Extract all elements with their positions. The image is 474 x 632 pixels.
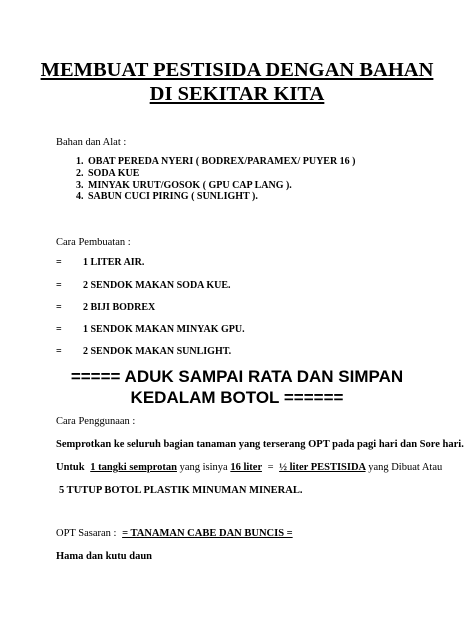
list-item: 1. OBAT PEREDA NYERI ( BODREX/PARAMEX/ PUYER 16 ): [86, 156, 466, 168]
list-item: 4. SABUN CUCI PIRING ( SUNLIGHT ).: [86, 191, 466, 203]
dose-liters: 16 liter: [230, 462, 262, 473]
dose-mid: yang isinya: [179, 462, 228, 473]
step-text: 2 SENDOK MAKAN SUNLIGHT.: [83, 346, 232, 357]
dose-eq: =: [267, 462, 274, 473]
step-text: 1 LITER AIR.: [83, 257, 145, 268]
dose-pesticide: ½ liter PESTISIDA: [279, 462, 366, 473]
target-line: [56, 527, 293, 540]
step-mark: =: [56, 280, 62, 291]
dose-line: [56, 461, 442, 474]
tools-heading: Bahan dan Alat :: [56, 137, 127, 148]
step-text: 2 BIJI BODREX: [83, 302, 156, 313]
dose-suffix: yang Dibuat Atau: [368, 462, 443, 473]
tools-list: [56, 156, 466, 203]
step-mark: =: [56, 324, 62, 335]
step-text: 1 SENDOK MAKAN MINYAK GPU.: [83, 324, 245, 335]
dose-prefix: Untuk: [56, 462, 85, 473]
step-mark: =: [56, 346, 62, 357]
dose-tank: 1 tangki semprotan: [90, 462, 177, 473]
mix-instruction-banner: ===== ADUK SAMPAI RATA DAN SIMPAN KEDALAM BOTOL ======: [70, 367, 404, 407]
page-title: MEMBUAT PESTISIDA DENGAN BAHAN DI SEKITAR KITA: [40, 59, 434, 105]
step-text: 2 SENDOK MAKAN SODA KUE.: [83, 280, 231, 291]
usage-text: Semprotkan ke seluruh bagian tanaman yang terserang OPT pada pagi hari dan Sore hari.: [56, 439, 464, 450]
pests-text: Hama dan kutu daun: [56, 551, 153, 562]
usage-heading: Cara Penggunaan :: [56, 416, 136, 427]
list-item: 2. SODA KUE: [86, 168, 466, 180]
list-item: 3. MINYAK URUT/GOSOK ( GPU CAP LANG ).: [86, 180, 466, 192]
step-mark: =: [56, 302, 62, 313]
target-label: OPT Sasaran :: [56, 528, 117, 539]
step-mark: =: [56, 257, 62, 268]
target-value: = TANAMAN CABE DAN BUNCIS =: [122, 528, 293, 539]
caps-text: 5 TUTUP BOTOL PLASTIK MINUMAN MINERAL.: [59, 485, 303, 496]
method-heading: Cara Pembuatan :: [56, 237, 131, 248]
